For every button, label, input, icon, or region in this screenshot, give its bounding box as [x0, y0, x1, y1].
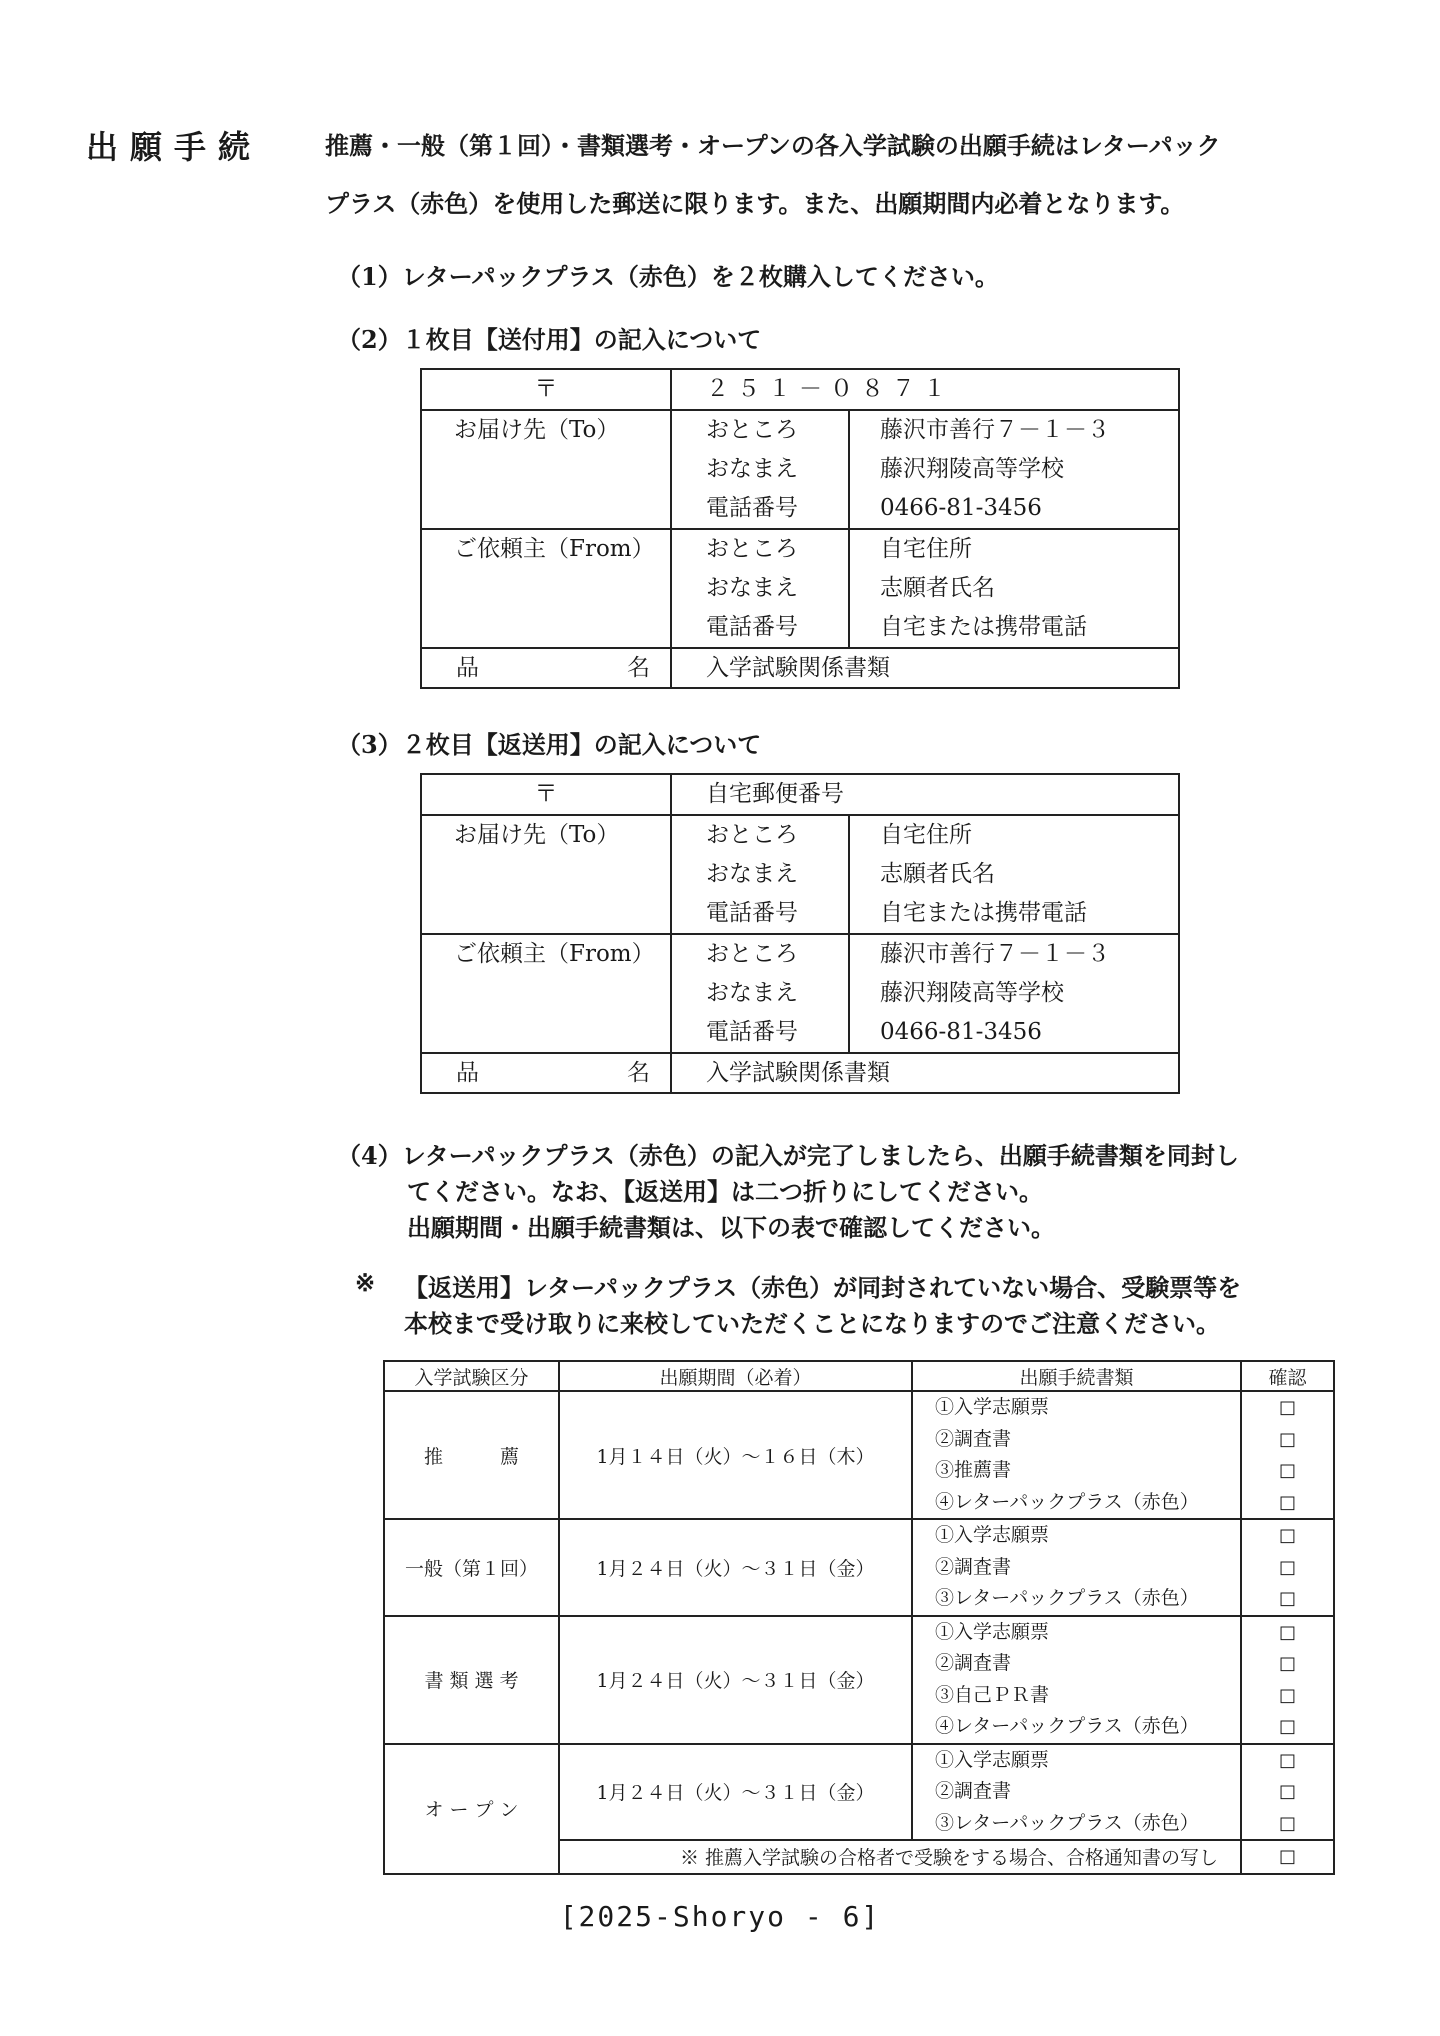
doc-item: ②調査書 [935, 1780, 1012, 1802]
step-4-line-2: てください。なお、【返送用】は二つ折りにしてください。 [407, 1177, 1043, 1206]
to-phone-value: 自宅または携帯電話 [880, 900, 1087, 926]
item-value: 入学試験関係書類 [671, 1053, 1179, 1093]
step-1: （1）レターパックプラス（赤色）を２枚購入してください。 [337, 262, 999, 291]
step-4-line-1: （4）レターパックプラス（赤色）の記入が完了しましたら、出願手続書類を同封し [337, 1141, 1239, 1170]
to-address-value: 自宅住所 [880, 822, 972, 848]
check-box[interactable]: □ [1278, 1812, 1296, 1834]
address-label: おところ [706, 822, 798, 848]
header-check: 確認 [1241, 1361, 1334, 1391]
intro-line-1: 推薦・一般（第１回）・書類選考・オープンの各入学試験の出願手続はレターパック [325, 131, 1221, 160]
to-name-value: 藤沢翔陵高等学校 [880, 456, 1064, 482]
phone-label: 電話番号 [706, 900, 798, 926]
to-phone-value: 0466-81-3456 [880, 495, 1042, 521]
check-box[interactable]: □ [1278, 1781, 1296, 1802]
from-name-value: 志願者氏名 [880, 575, 995, 601]
note-mark: ※ [355, 1268, 376, 1297]
doc-item: ③レターパックプラス（赤色） [935, 1587, 1199, 1609]
header-docs: 出願手続書類 [912, 1361, 1241, 1391]
name-label: おなまえ [706, 861, 798, 887]
from-label: ご依頼主（From） [421, 529, 671, 648]
from-phone-value: 0466-81-3456 [880, 1019, 1042, 1045]
to-name-value: 志願者氏名 [880, 861, 995, 887]
doc-item: ④レターパックプラス（赤色） [935, 1490, 1199, 1513]
period-cell: 1月２４日（火）～３１日（金） [559, 1616, 912, 1744]
item-value: 入学試験関係書類 [671, 648, 1179, 688]
period-cell: 1月１４日（火）～１６日（木） [559, 1391, 912, 1519]
check-box[interactable]: □ [1278, 1397, 1296, 1418]
doc-item: ①入学志願票 [935, 1748, 1050, 1771]
sending-label-table [420, 368, 1180, 689]
doc-item: ③自己ＰＲ書 [935, 1683, 1050, 1706]
phone-label: 電話番号 [706, 614, 798, 640]
page-footer: [2025-Shoryo - 6] [559, 1900, 881, 1933]
open-note: ※ 推薦入学試験の合格者で受験をする場合、合格通知書の写し [559, 1840, 1241, 1874]
phone-label: 電話番号 [706, 495, 798, 521]
category-cell: 一般（第１回） [384, 1519, 559, 1616]
zip-value: 自宅郵便番号 [671, 774, 1179, 815]
item-label-b: 名 [627, 1060, 650, 1086]
postal-mark: 〒 [421, 369, 671, 410]
header-category: 入学試験区分 [384, 1361, 559, 1391]
check-box[interactable]: □ [1278, 1684, 1296, 1706]
item-label-b: 名 [627, 655, 650, 681]
doc-item: ④レターパックプラス（赤色） [935, 1715, 1199, 1737]
zip-value: ２５１－０８７１ [671, 369, 1179, 410]
check-box[interactable]: □ [1278, 1749, 1296, 1771]
check-box[interactable]: □ [1278, 1846, 1296, 1867]
from-label: ご依頼主（From） [421, 934, 671, 1053]
address-label: おところ [706, 417, 798, 443]
item-label-a: 品 [456, 1060, 479, 1086]
doc-item: ①入学志願票 [935, 1524, 1050, 1546]
category-cell: 書 類 選 考 [384, 1616, 559, 1744]
doc-item: ①入学志願票 [935, 1620, 1050, 1643]
intro-line-2: プラス（赤色）を使用した郵送に限ります。また、出願期間内必着となります。 [325, 189, 1185, 218]
category-cell: オ ー プ ン [384, 1744, 559, 1874]
check-box[interactable]: □ [1278, 1525, 1296, 1546]
doc-item: ②調査書 [935, 1555, 1012, 1578]
check-box[interactable]: □ [1278, 1653, 1296, 1674]
check-box[interactable]: □ [1278, 1491, 1296, 1513]
check-box[interactable]: □ [1278, 1460, 1296, 1481]
from-name-value: 藤沢翔陵高等学校 [880, 980, 1064, 1006]
category-cell: 推 薦 [384, 1391, 559, 1519]
address-label: おところ [706, 941, 798, 967]
name-label: おなまえ [706, 980, 798, 1006]
address-label: おところ [706, 536, 798, 562]
to-label: お届け先（To） [421, 815, 671, 934]
name-label: おなまえ [706, 456, 798, 482]
check-box[interactable]: □ [1278, 1621, 1296, 1643]
period-cell: 1月２４日（火）～３１日（金） [559, 1519, 912, 1616]
return-label-table [420, 773, 1180, 1094]
name-label: おなまえ [706, 575, 798, 601]
doc-item: ③推薦書 [935, 1459, 1012, 1481]
from-phone-value: 自宅または携帯電話 [880, 614, 1087, 640]
to-label: お届け先（To） [421, 410, 671, 529]
check-box[interactable]: □ [1278, 1428, 1296, 1450]
check-box[interactable]: □ [1278, 1556, 1296, 1578]
doc-item: ②調査書 [935, 1427, 1012, 1450]
step-4-line-3: 出願期間・出願手続書類は、以下の表で確認してください。 [407, 1213, 1055, 1242]
step-3: （3）２枚目【返送用】の記入について [337, 730, 762, 759]
note-line-1: 【返送用】レターパックプラス（赤色）が同封されていない場合、受験票等を [404, 1273, 1242, 1302]
phone-label: 電話番号 [706, 1019, 798, 1045]
schedule-table [383, 1360, 1335, 1875]
postal-mark: 〒 [421, 774, 671, 815]
check-box[interactable]: □ [1278, 1716, 1296, 1737]
check-box[interactable]: □ [1278, 1588, 1296, 1609]
from-address-value: 藤沢市善行７－１－３ [880, 941, 1110, 967]
period-cell: 1月２４日（火）～３１日（金） [559, 1744, 912, 1841]
from-address-value: 自宅住所 [880, 536, 972, 562]
note-line-2: 本校まで受け取りに来校していただくことになりますのでご注意ください。 [404, 1309, 1220, 1338]
doc-item: ③レターパックプラス（赤色） [935, 1811, 1199, 1834]
item-label-a: 品 [456, 655, 479, 681]
header-period: 出願期間（必着） [559, 1361, 912, 1391]
to-address-value: 藤沢市善行７－１－３ [880, 417, 1110, 443]
doc-item: ①入学志願票 [935, 1396, 1050, 1418]
section-title: 出願手続 [86, 128, 263, 166]
step-2: （2）１枚目【送付用】の記入について [337, 325, 762, 354]
doc-item: ②調査書 [935, 1652, 1012, 1674]
